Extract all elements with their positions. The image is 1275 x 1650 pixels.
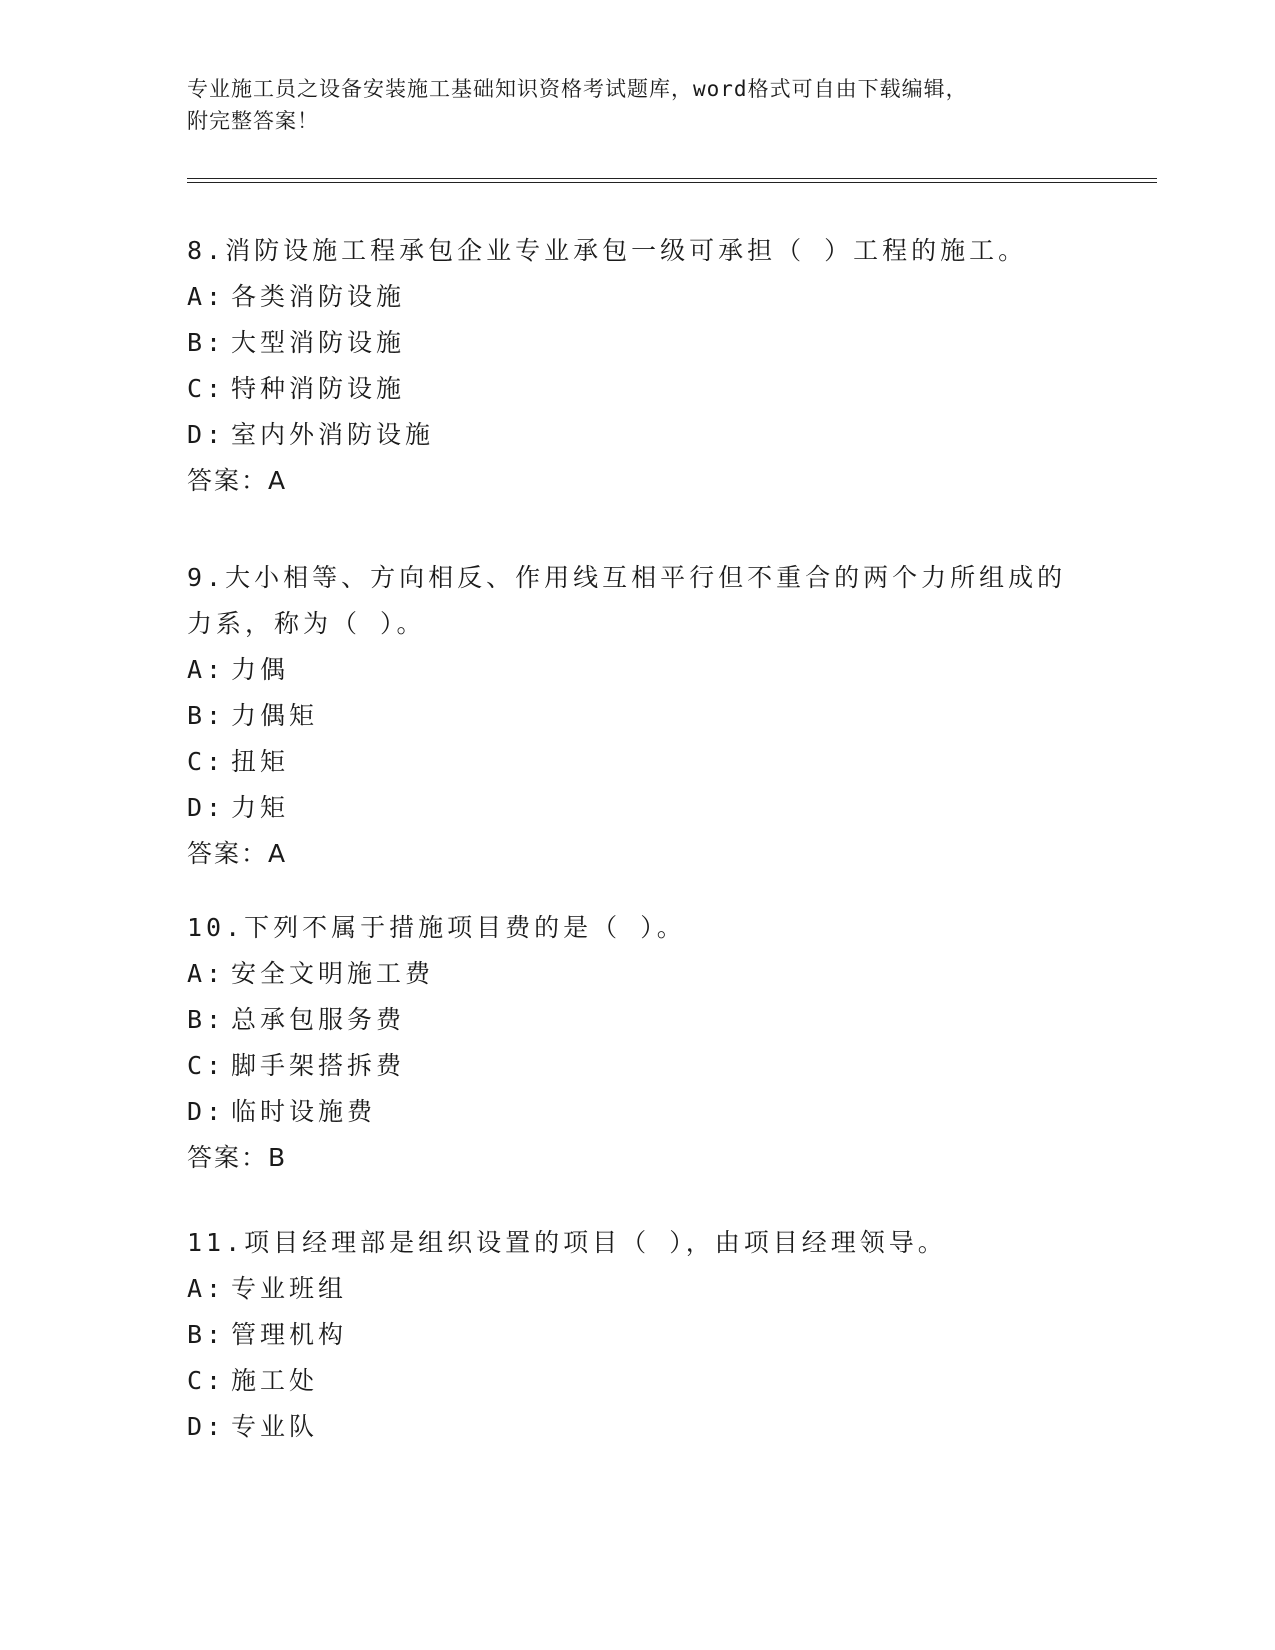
question-title: 8.消防设施工程承包企业专业承包一级可承担（ ）工程的施工。 [187,236,1028,265]
answer-line: 答案：A [187,839,288,868]
option-text: 管理机构 [231,1320,348,1349]
question-title-continued: 力系，称为（ ）。 [187,609,426,638]
option-letter: C: [187,747,226,776]
option-letter: C: [187,1366,226,1395]
option-text: 力矩 [231,793,290,822]
option-a [187,647,1087,693]
option-letter: B: [187,328,226,357]
option-text: 特种消防设施 [231,374,406,403]
question-11 [187,1220,1087,1450]
option-b [187,320,1087,366]
option-d [187,1404,1087,1450]
header-line-1: 专业施工员之设备安装施工基础知识资格考试题库，word格式可自由下载编辑， [187,77,968,101]
option-text: 临时设施费 [231,1097,377,1126]
option-text: 扭矩 [231,747,290,776]
option-text: 脚手架搭拆费 [231,1051,406,1080]
question-10 [187,905,1087,1181]
option-text: 总承包服务费 [231,1005,406,1034]
question-title: 11.项目经理部是组织设置的项目（ ），由项目经理领导。 [187,1228,947,1257]
option-text: 安全文明施工费 [231,959,435,988]
option-text: 力偶矩 [231,701,319,730]
option-b [187,693,1087,739]
option-a [187,274,1087,320]
option-letter: A: [187,1274,226,1303]
option-text: 各类消防设施 [231,282,406,311]
option-letter: A: [187,282,226,311]
option-text: 力偶 [231,655,290,684]
option-d [187,785,1087,831]
option-c [187,1358,1087,1404]
option-text: 施工处 [231,1366,319,1395]
option-text: 专业队 [231,1412,319,1441]
option-c [187,739,1087,785]
option-d [187,412,1087,458]
option-b [187,997,1087,1043]
header-divider [187,178,1157,183]
option-letter: D: [187,1412,226,1441]
question-9 [187,555,1087,877]
option-letter: C: [187,374,226,403]
answer-line: 答案：B [187,1143,288,1172]
question-title: 10.下列不属于措施项目费的是（ ）。 [187,913,686,942]
question-8 [187,228,1087,504]
question-title: 9.大小相等、方向相反、作用线互相平行但不重合的两个力所组成的 [187,563,1067,592]
option-letter: D: [187,793,226,822]
option-text: 大型消防设施 [231,328,406,357]
option-text: 室内外消防设施 [231,420,435,449]
option-letter: A: [187,655,226,684]
document-header [187,73,1087,137]
option-letter: A: [187,959,226,988]
option-letter: D: [187,1097,226,1126]
option-a [187,1266,1087,1312]
answer-line: 答案：A [187,466,288,495]
option-b [187,1312,1087,1358]
option-c [187,1043,1087,1089]
option-text: 专业班组 [231,1274,348,1303]
option-letter: B: [187,1320,226,1349]
option-a [187,951,1087,997]
option-letter: B: [187,701,226,730]
header-line-2: 附完整答案！ [187,109,319,133]
option-d [187,1089,1087,1135]
option-c [187,366,1087,412]
option-letter: D: [187,420,226,449]
option-letter: C: [187,1051,226,1080]
option-letter: B: [187,1005,226,1034]
